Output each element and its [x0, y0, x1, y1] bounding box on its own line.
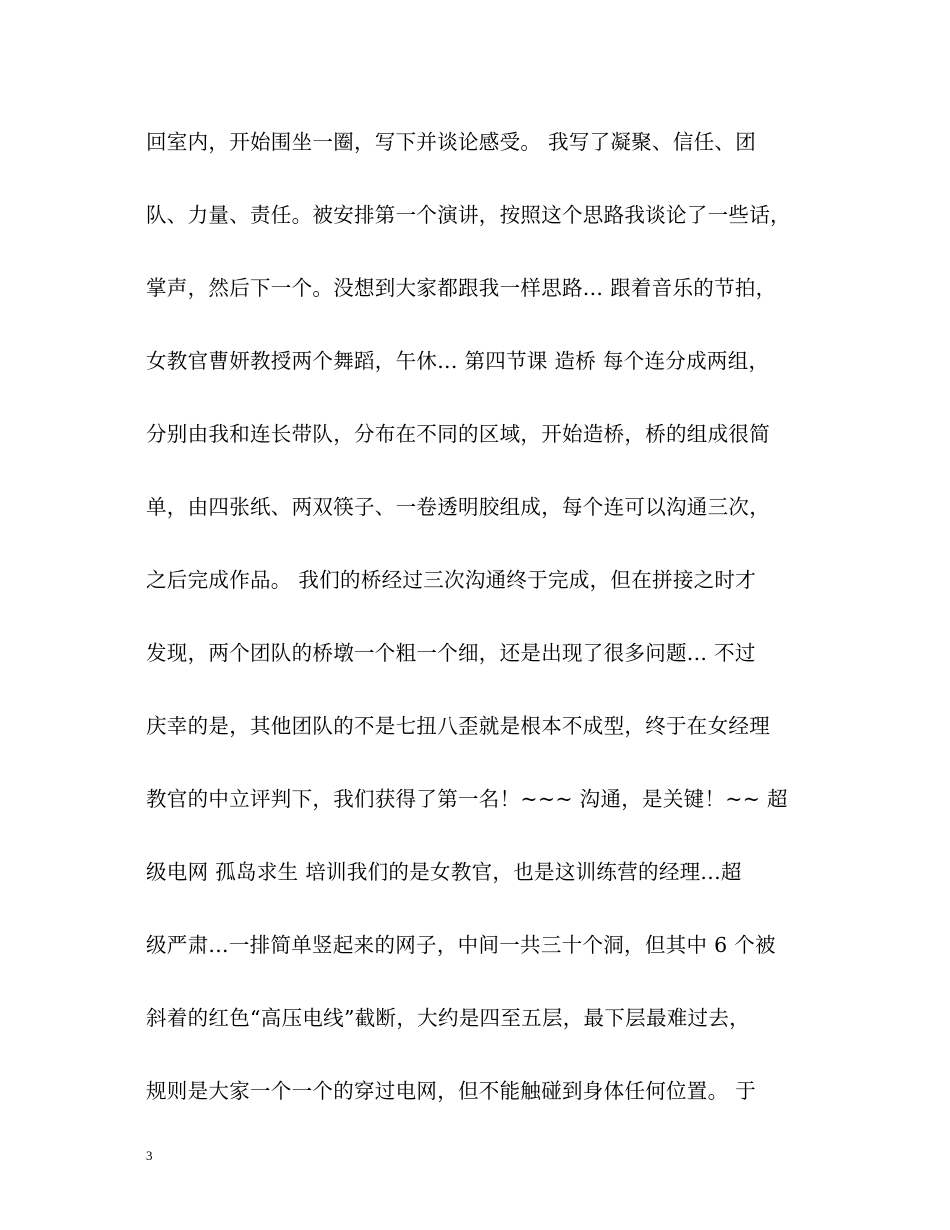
text-line-11: 级电网 孤岛求生 培训我们的是女教官，也是这训练营的经理...超 [146, 860, 742, 884]
text-line-12: 级严肃...一排简单竖起来的网子，中间一共三十个洞，但其中 6 个被 [146, 933, 776, 957]
text-line-7: 之后完成作品。 我们的桥经过三次沟通终于完成，但在拼接之时才 [146, 568, 757, 592]
page-number: 3 [146, 1148, 153, 1163]
text-line-4: 女教官曹妍教授两个舞蹈，午休... 第四节课 造桥 每个连分成两组， [146, 349, 770, 373]
body-text [146, 122, 826, 1144]
text-line-3: 掌声，然后下一个。没想到大家都跟我一样思路... 跟着音乐的节拍， [146, 276, 777, 300]
text-line-5: 分别由我和连长带队，分布在不同的区域，开始造桥，桥的组成很简 [146, 422, 770, 446]
text-line-1: 回室内，开始围坐一圈，写下并谈论感受。 我写了凝聚、信任、团 [146, 130, 757, 154]
text-line-13: 斜着的红色“高压电线”截断，大约是四至五层，最下层最难过去， [146, 1006, 750, 1030]
text-line-9: 庆幸的是，其他团队的不是七扭八歪就是根本不成型，终于在女经理 [146, 714, 770, 738]
text-line-10: 教官的中立评判下，我们获得了第一名！~~~ 沟通，是关键！~~ 超 [146, 787, 788, 811]
text-line-2: 队、力量、责任。被安排第一个演讲，按照这个思路我谈论了一些话， [146, 203, 791, 227]
text-line-14: 规则是大家一个一个的穿过电网，但不能触碰到身体任何位置。 于 [146, 1079, 757, 1103]
text-line-8: 发现，两个团队的桥墩一个粗一个细，还是出现了很多问题... 不过 [146, 641, 756, 665]
text-line-6: 单，由四张纸、两双筷子、一卷透明胶组成，每个连可以沟通三次， [146, 495, 770, 519]
